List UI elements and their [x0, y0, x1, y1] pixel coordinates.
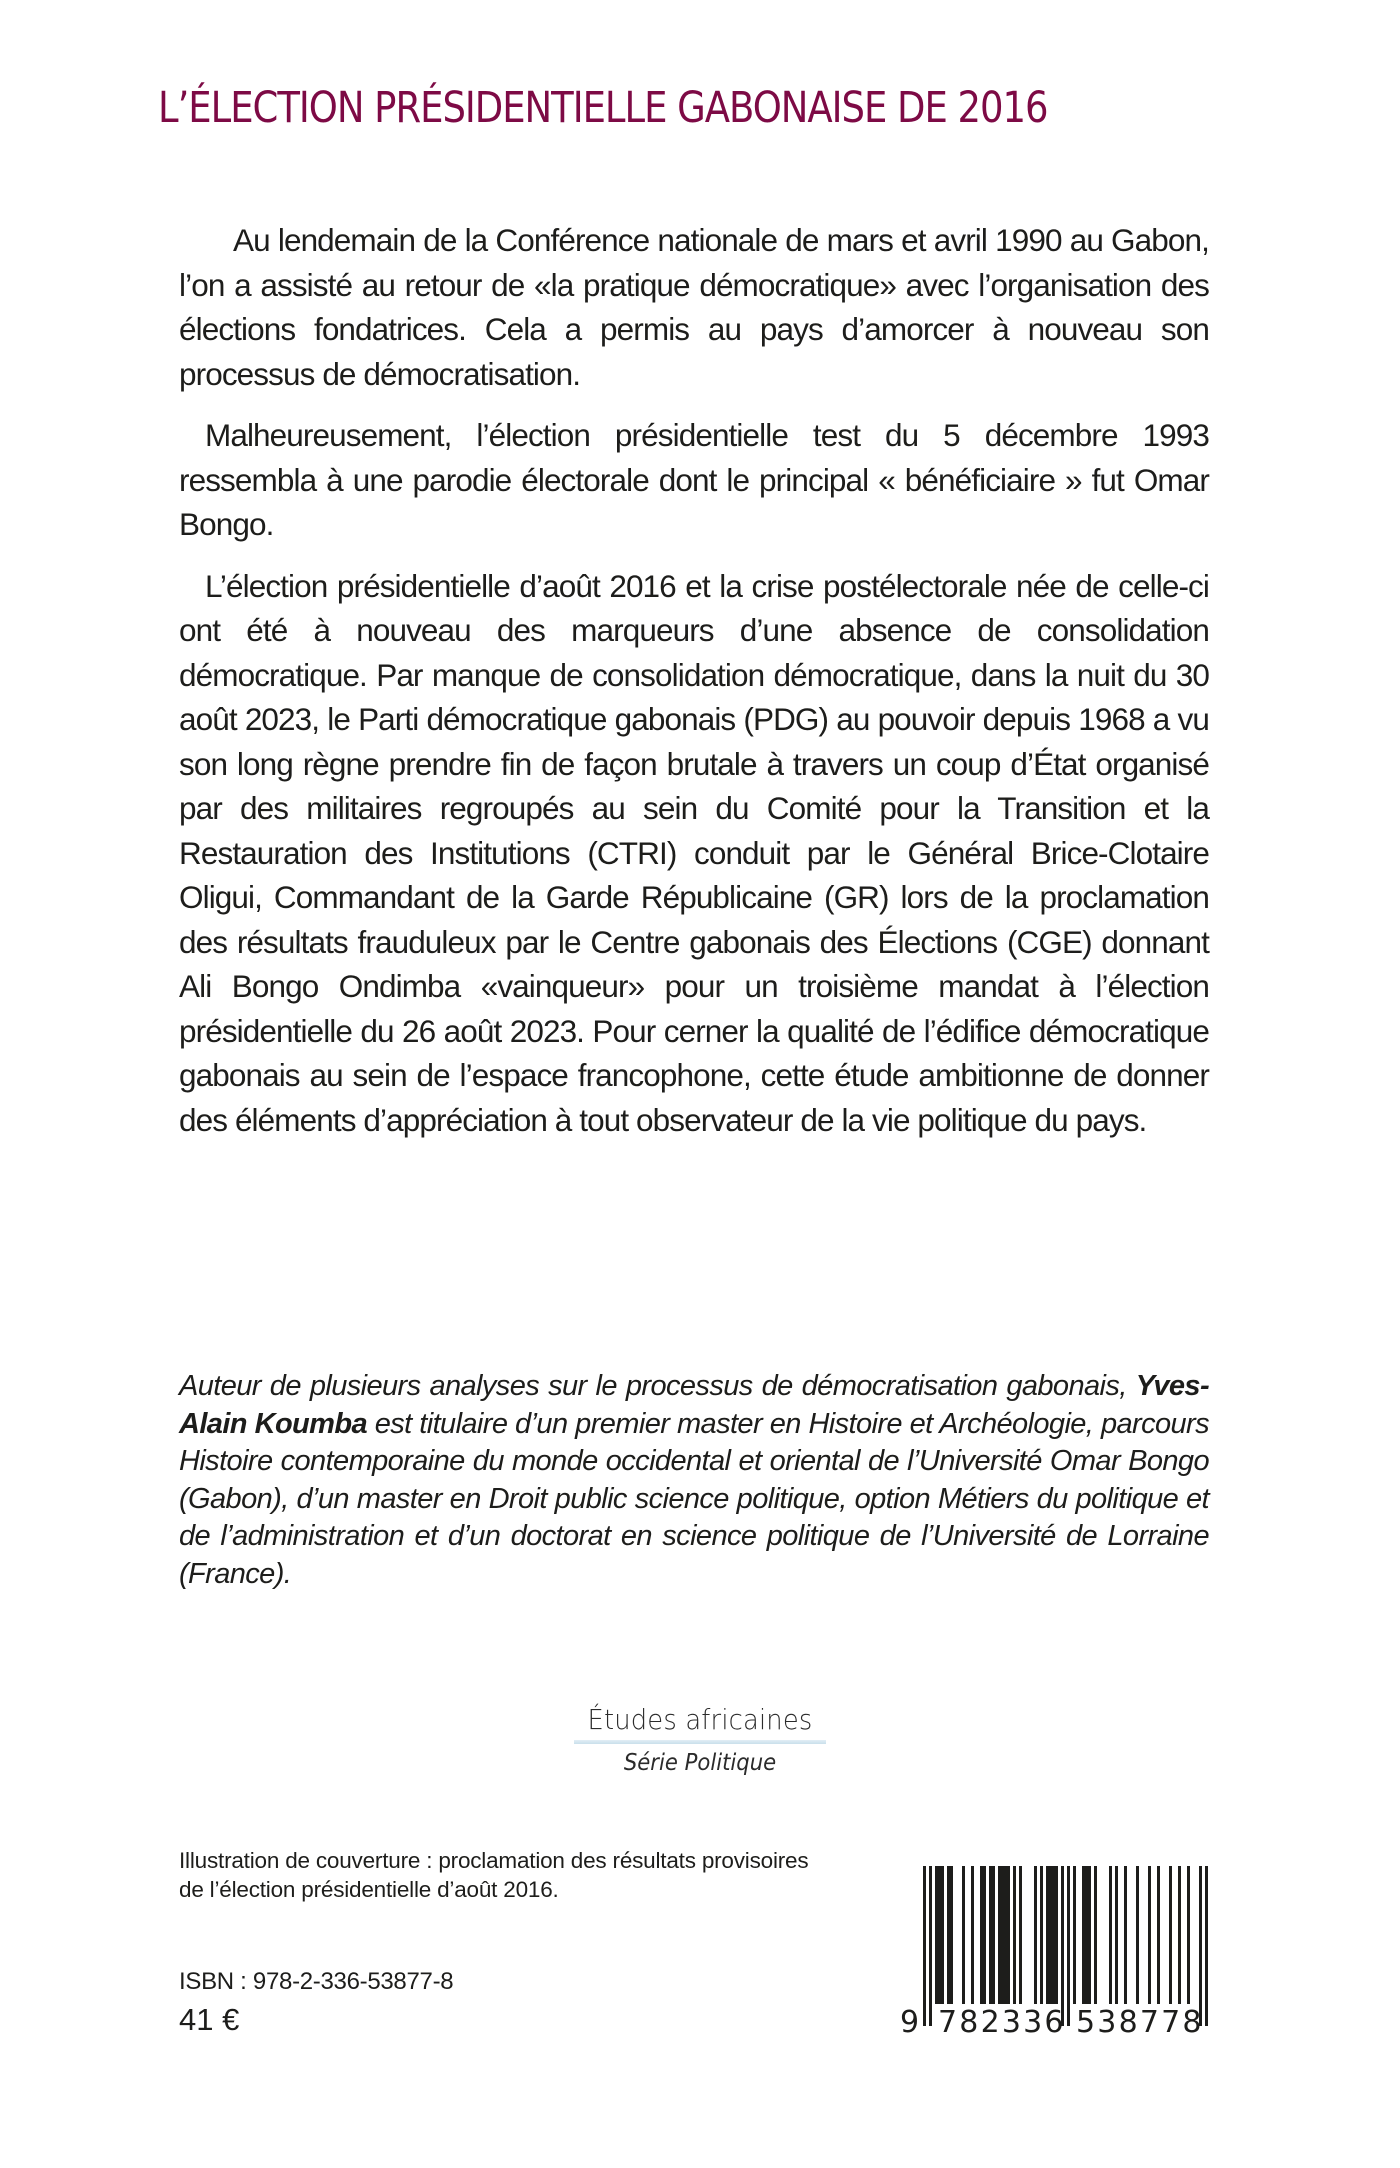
author-bio-details: est titulaire d’un premier master en Histoire et Archéologie, parcours Histoire contemporaine du monde occidental et oriental de l’Université Omar Bongo (Gabon), d’un master en Droit public science politique, option Métiers du politique et de l’administration et d’un doctorat en science politique de l’Université de Lorraine (France). [179, 1407, 1209, 1590]
summary-paragraph-3: L’élection présidentielle d’août 2016 et la crise postélectorale née de celle-ci ont été à nouveau des marqueurs d’une absence de consolidation démocratique. Par manque de consolidation démocratique, dans la nuit du 30 août 2023, le Parti démocratique gabonais (PDG) au pouvoir depuis 1968 a vu son long règne prendre fin de façon brutale à travers un coup d’État organisé par des militaires regroupés au sein du Comité pour la Transition et la Restauration des Institutions (CTRI) conduit par le Général Brice-Clotaire Oligui, Commandant de la Garde Républicaine (GR) lors de la proclamation des résultats frauduleux par le Centre gabonais des Élections (CGE) donnant Ali Bongo Ondimba «vainqueur» pour un troisième mandat à l’élection présidentielle du 26 août 2023. Pour cerner la qualité de l’édifice démocratique gabonais au sein de l’espace francophone, cette étude ambitionne de donner des éléments d’appréciation à tout observateur de la vie politique du pays. [179, 567, 1209, 1138]
author-bio-intro: Auteur de plusieurs analyses sur le processus de démocratisation gabonais, [179, 1370, 1136, 1402]
series-name: Études africaines [587, 1703, 813, 1736]
isbn: ISBN : 978-2-336-53877-8 [179, 1968, 454, 1995]
barcode-left-digits: 782336 [938, 2005, 1066, 2038]
barcode-right-digits: 538778 [1076, 2005, 1204, 2038]
author-bio [179, 1368, 1209, 1593]
summary-paragraph-2: Malheureusement, l’élection présidentielle test du 5 décembre 1993 ressembla à une parodie électorale dont le principal « bénéficiaire » fut Omar Bongo. [179, 417, 1209, 542]
summary-paragraph-1: Au lendemain de la Conférence nationale de mars et avril 1990 au Gabon, l’on a assisté au retour de «la pratique démocratique» avec l’organisation des élections fondatrices. Cela a permis au pays d’amorcer à nouveau son processus de démocratisation. [179, 222, 1209, 392]
barcode-lead-digit: 9 [900, 2005, 920, 2038]
series-logo [560, 1702, 840, 1778]
barcode-icon [898, 1866, 1228, 2038]
barcode [898, 1866, 1228, 2038]
series-subtitle: Série Politique [623, 1750, 777, 1776]
price: 41 € [179, 2002, 240, 2037]
author-name: Yves-Alain Koumba [179, 1370, 1209, 1440]
book-title: L’ÉLECTION PRÉSIDENTIELLE GABONAISE DE 2016 [158, 83, 1048, 133]
cover-credit: Illustration de couverture : proclamation des résultats provisoires de l’élection présidentielle d’août 2016. [179, 1848, 809, 1902]
series-divider [574, 1740, 826, 1744]
summary-text [179, 218, 1209, 1159]
